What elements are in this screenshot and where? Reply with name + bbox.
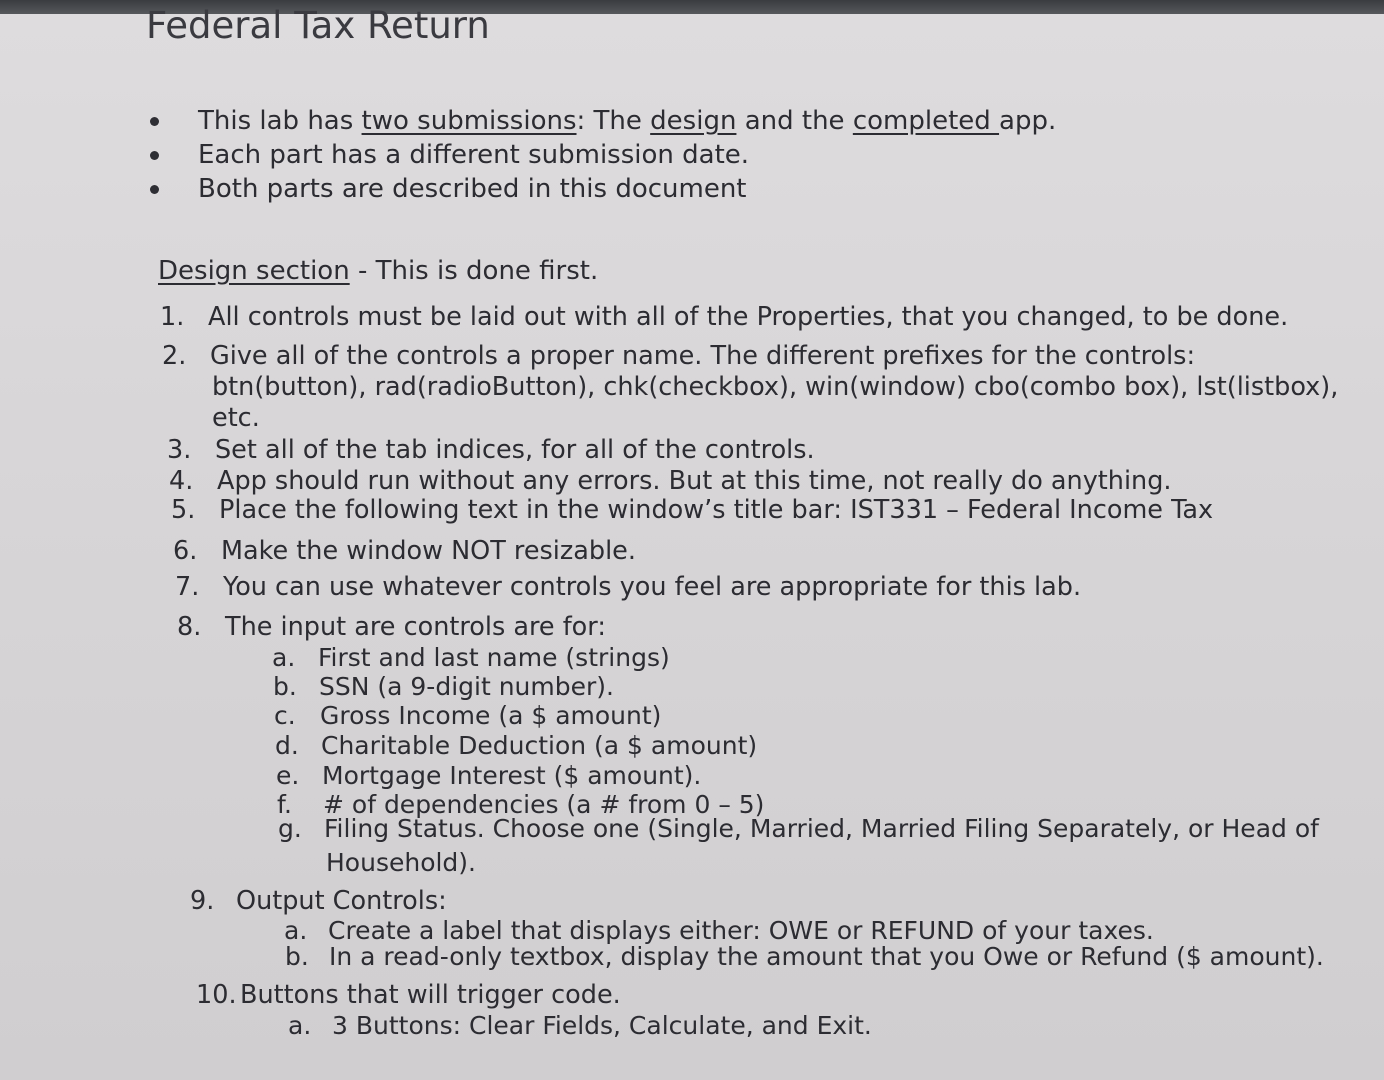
bullet-text: Each part has a different submission date. [198,140,750,170]
sub-list-item-continuation: Household). [326,848,476,877]
list-item-continuation: btn(button), rad(radioButton), chk(checkbox), win(window) cbo(combo box), lst(listbox), [212,372,1339,402]
page-title: Federal Tax Return [146,4,490,47]
list-item-continuation: etc. [212,403,260,433]
document-page: Federal Tax Return This lab has two submissions: The design and the completed app. Each part has a different submission date. Both parts are described in this document Design section - This is done first. 1. All controls must be laid out with all of the Properties, that you changed, to be done. 2. Give all of the controls a proper name. The different prefixes for the controls: btn(button), rad(radioButton), chk(checkbox), win(window) cbo(combo box), lst(listbox), etc. 3. Set all of the tab indices, for all of the controls. 4. App should run without any errors. But at this time, not really do anything. 5. Place the following text in the window’s title bar: IST331 – Federal Income Tax 6. Make the window NOT resizable. 7. You can use whatever controls you feel are appropriate for this lab. 8. The input are controls are for: a. First and last name (strings) b. SSN (a 9-digit number). c. Gross Income (a $ amount) d. Charitable Deduction (a $ amount) e. Mortgage Interest ($ amount). f. # of dependencies (a # from 0 – 5) g. Filing Status. Choose one (Single, Married, Married Filing Separately, or Head of Household). 9. Output Controls: a. Create a label that displays either: OWE or REFUND of your taxes. b. In a read-only textbox, display the amount that you Owe or Refund ($ amount). 10. Buttons that will trigger code. a. 3 Buttons: Clear Fields, Calculate, and Exit. [0,0,1384,1080]
bullet-dot-icon [150,151,159,160]
bullet-text: This lab has two submissions: The design and the completed app. [198,106,1057,136]
bullet-dot-icon [150,185,159,194]
bullet-text: Both parts are described in this document [198,174,747,204]
bullet-dot-icon [150,117,159,126]
design-section-heading: Design section - This is done first. [158,256,599,286]
